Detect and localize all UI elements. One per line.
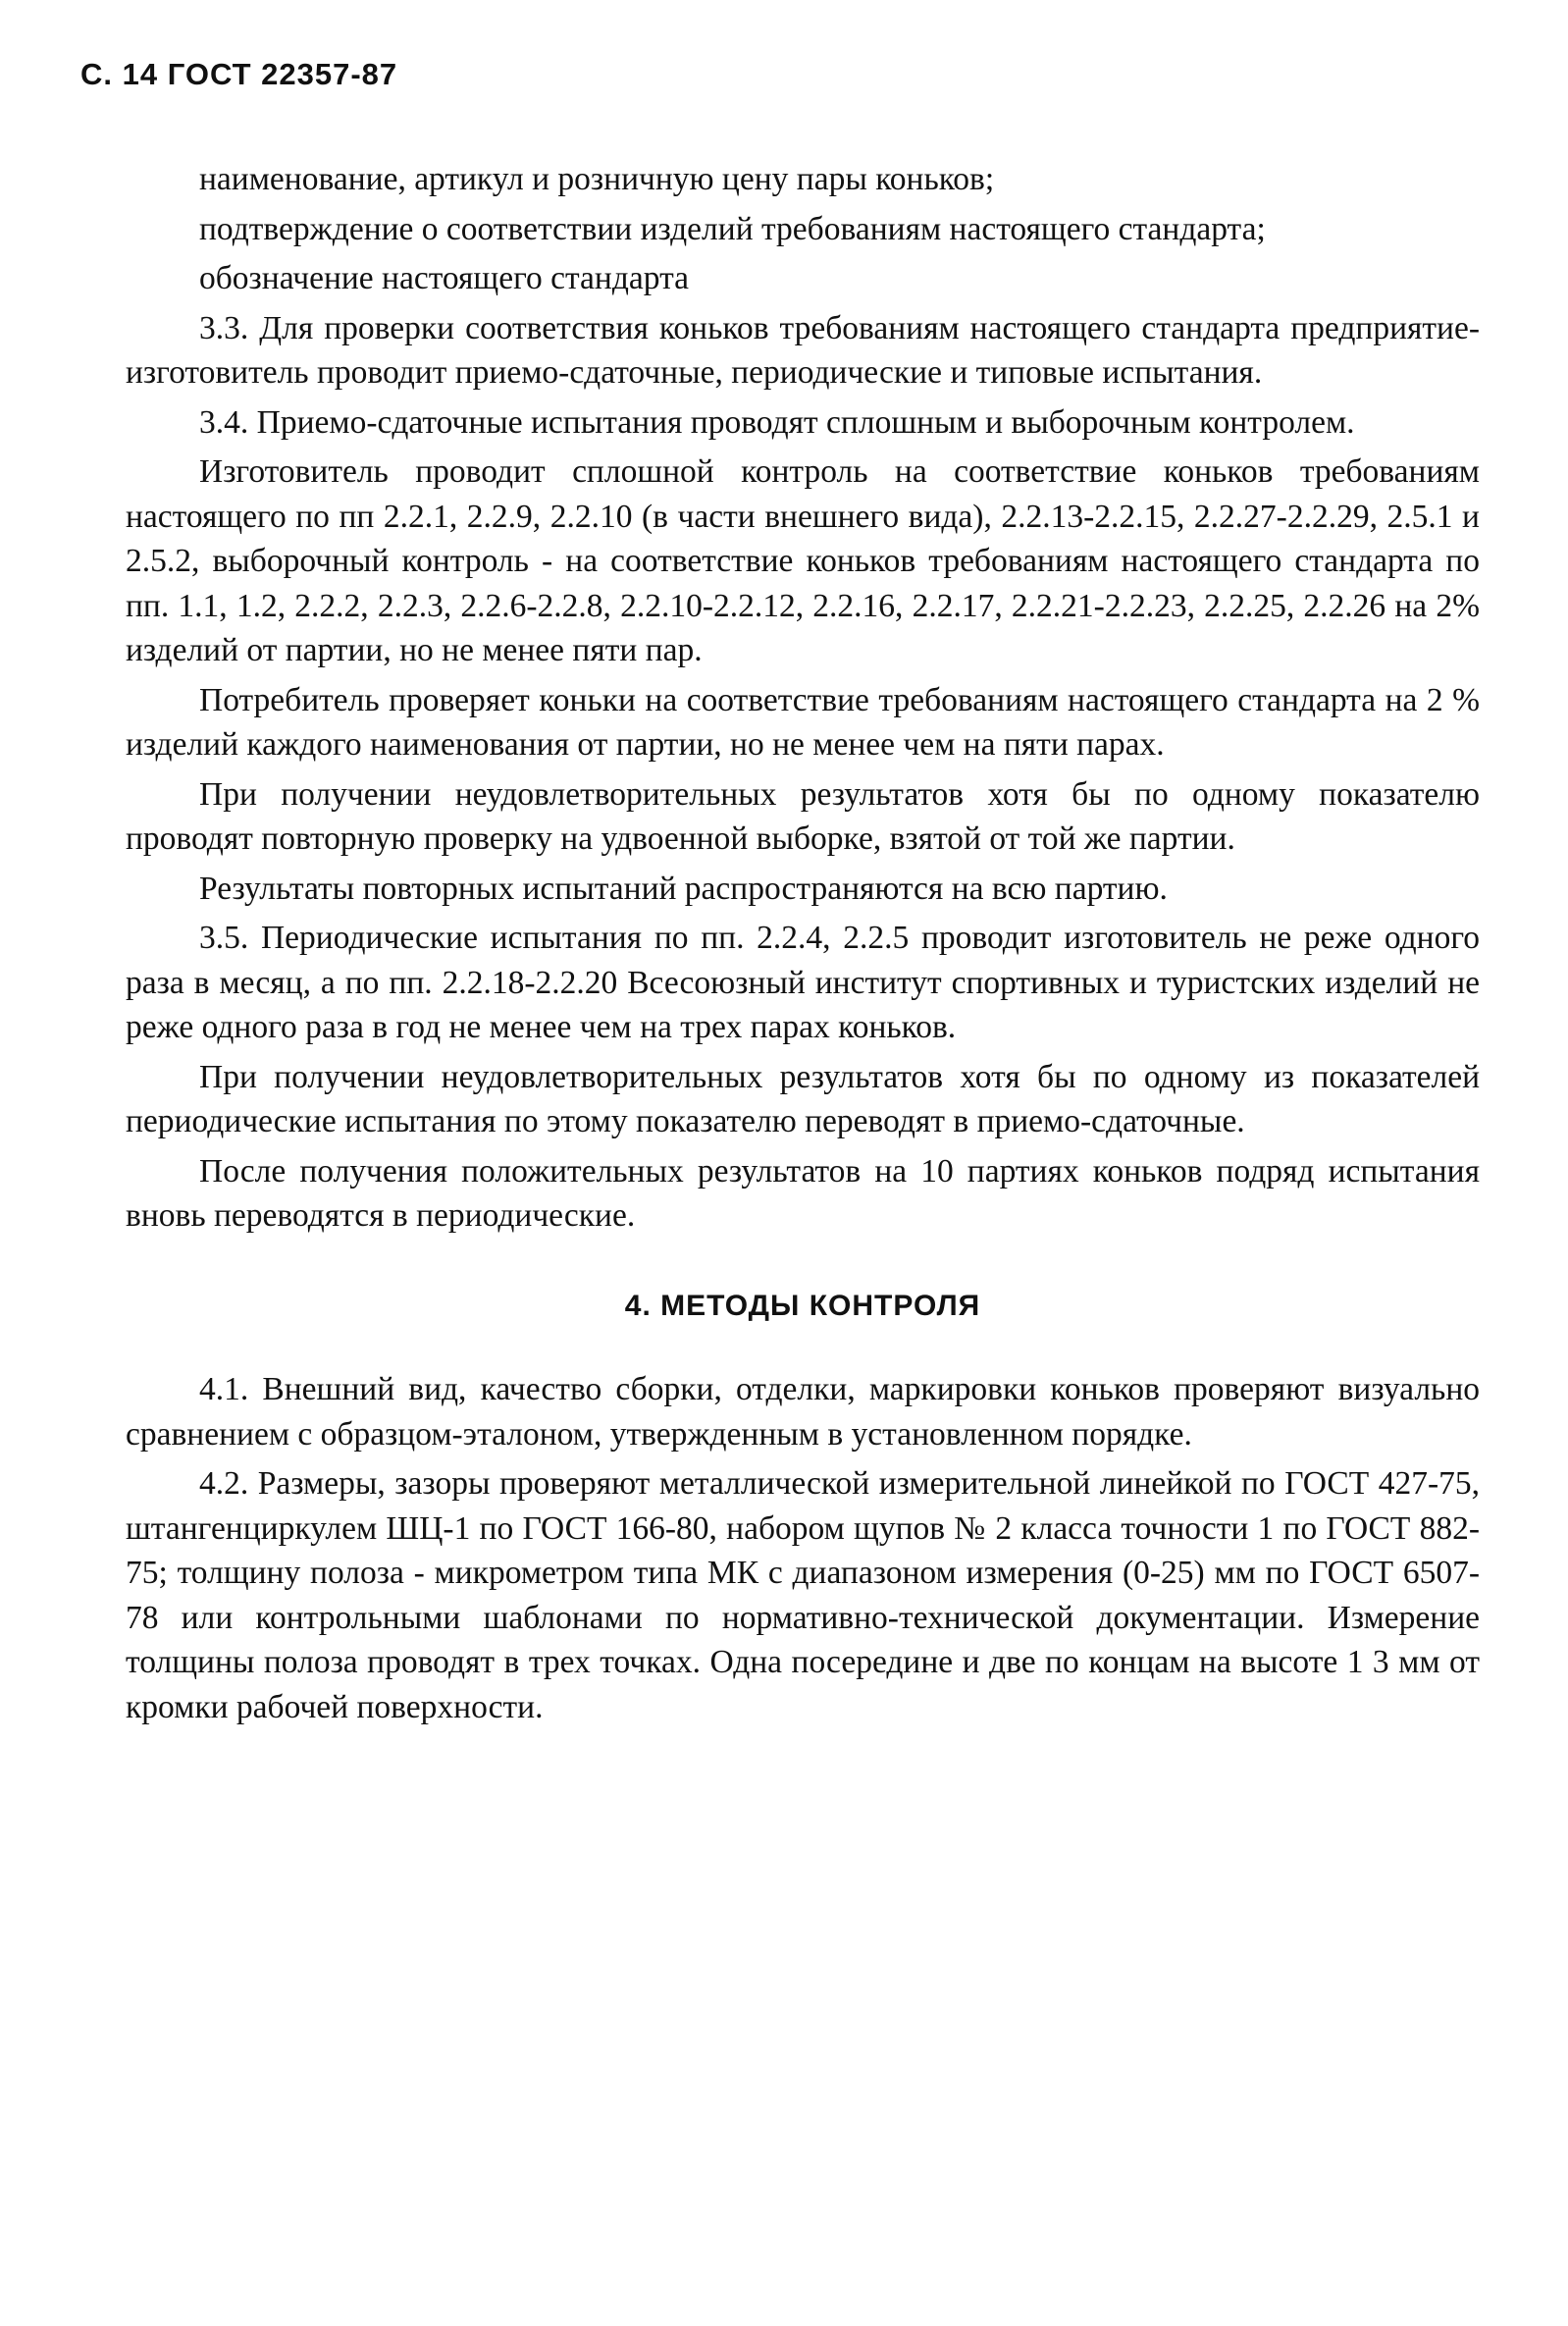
paragraph: После получения положительных результатов на 10 партиях коньков подряд испытания вновь переводятся в периодические. (126, 1152, 1480, 1234)
paragraph: обозначение настоящего стандарта (199, 260, 689, 296)
paragraph: 4.2. Размеры, зазоры проверяют металлической измерительной линейкой по ГОСТ 427-75, штангенциркулем ШЦ-1 по ГОСТ 166-80, набором щупов № 2 класса точности 1 по ГОСТ 882-75; толщину полоза - микрометром типа МК с диапазоном измерения (0-25) мм по ГОСТ 6507-78 или контрольными шаблонами по нормативно-технической документации. Измерение толщины полоза проводят в трех точках. Одна посередине и две по концам на высоте 1 3 мм от кромки рабочей поверхности. (126, 1465, 1480, 1725)
paragraph: 3.4. Приемо-сдаточные испытания проводят сплошным и выборочным контролем. (199, 403, 1355, 441)
paragraph: 4.1. Внешний вид, качество сборки, отделки, маркировки коньков проверяют визуально сравнением с образцом-эталоном, утвержденным в установленном порядке. (126, 1371, 1480, 1453)
paragraph: Потребитель проверяет коньки на соответствие требованиям настоящего стандарта на 2 % изделий каждого наименования от партии, но не менее чем на пяти парах. (126, 681, 1480, 763)
paragraph: 3.5. Периодические испытания по пп. 2.2.4, 2.2.5 проводит изготовитель не реже одного раза в месяц, а по пп. 2.2.18-2.2.20 Всесоюзный институт спортивных и туристских изделий не реже одного раза в год не менее чем на трех парах коньков. (126, 920, 1480, 1045)
paragraph: При получении неудовлетворительных результатов хотя бы по одному показателю проводят повторную проверку на удвоенной выборке, взятой от той же партии. (126, 775, 1480, 857)
section-title: 4. МЕТОДЫ КОНТРОЛЯ (624, 1289, 981, 1322)
document-body (126, 157, 1480, 1734)
paragraph: При получении неудовлетворительных результатов хотя бы по одному из показателей периодические испытания по этому показателю переводят в приемо-сдаточные. (126, 1058, 1480, 1139)
paragraph: наименование, артикул и розничную цену пары коньков; (199, 161, 995, 197)
page-header: С. 14 ГОСТ 22357-87 (80, 57, 398, 91)
paragraph: Изготовитель проводит сплошной контроль на соответствие коньков требованиям настоящего по пп 2.2.1, 2.2.9, 2.2.10 (в части внешнего вида), 2.2.13-2.2.15, 2.2.27-2.2.29, 2.5.1 и 2.5.2, выборочный контроль - на соответствие коньков требованиям настоящего стандарта по пп. 1.1, 1.2, 2.2.2, 2.2.3, 2.2.6-2.2.8, 2.2.10-2.2.12, 2.2.16, 2.2.17, 2.2.21-2.2.23, 2.2.25, 2.2.26 на 2% изделий от партии, но не менее пяти пар. (126, 453, 1480, 668)
paragraph: Результаты повторных испытаний распространяются на всю партию. (199, 870, 1168, 907)
paragraph: подтверждение о соответствии изделий требованиям настоящего стандарта; (199, 210, 1266, 247)
paragraph: 3.3. Для проверки соответствия коньков требованиям настоящего стандарта предприятие-изготовитель проводит приемо-сдаточные, периодические и типовые испытания. (126, 309, 1480, 391)
